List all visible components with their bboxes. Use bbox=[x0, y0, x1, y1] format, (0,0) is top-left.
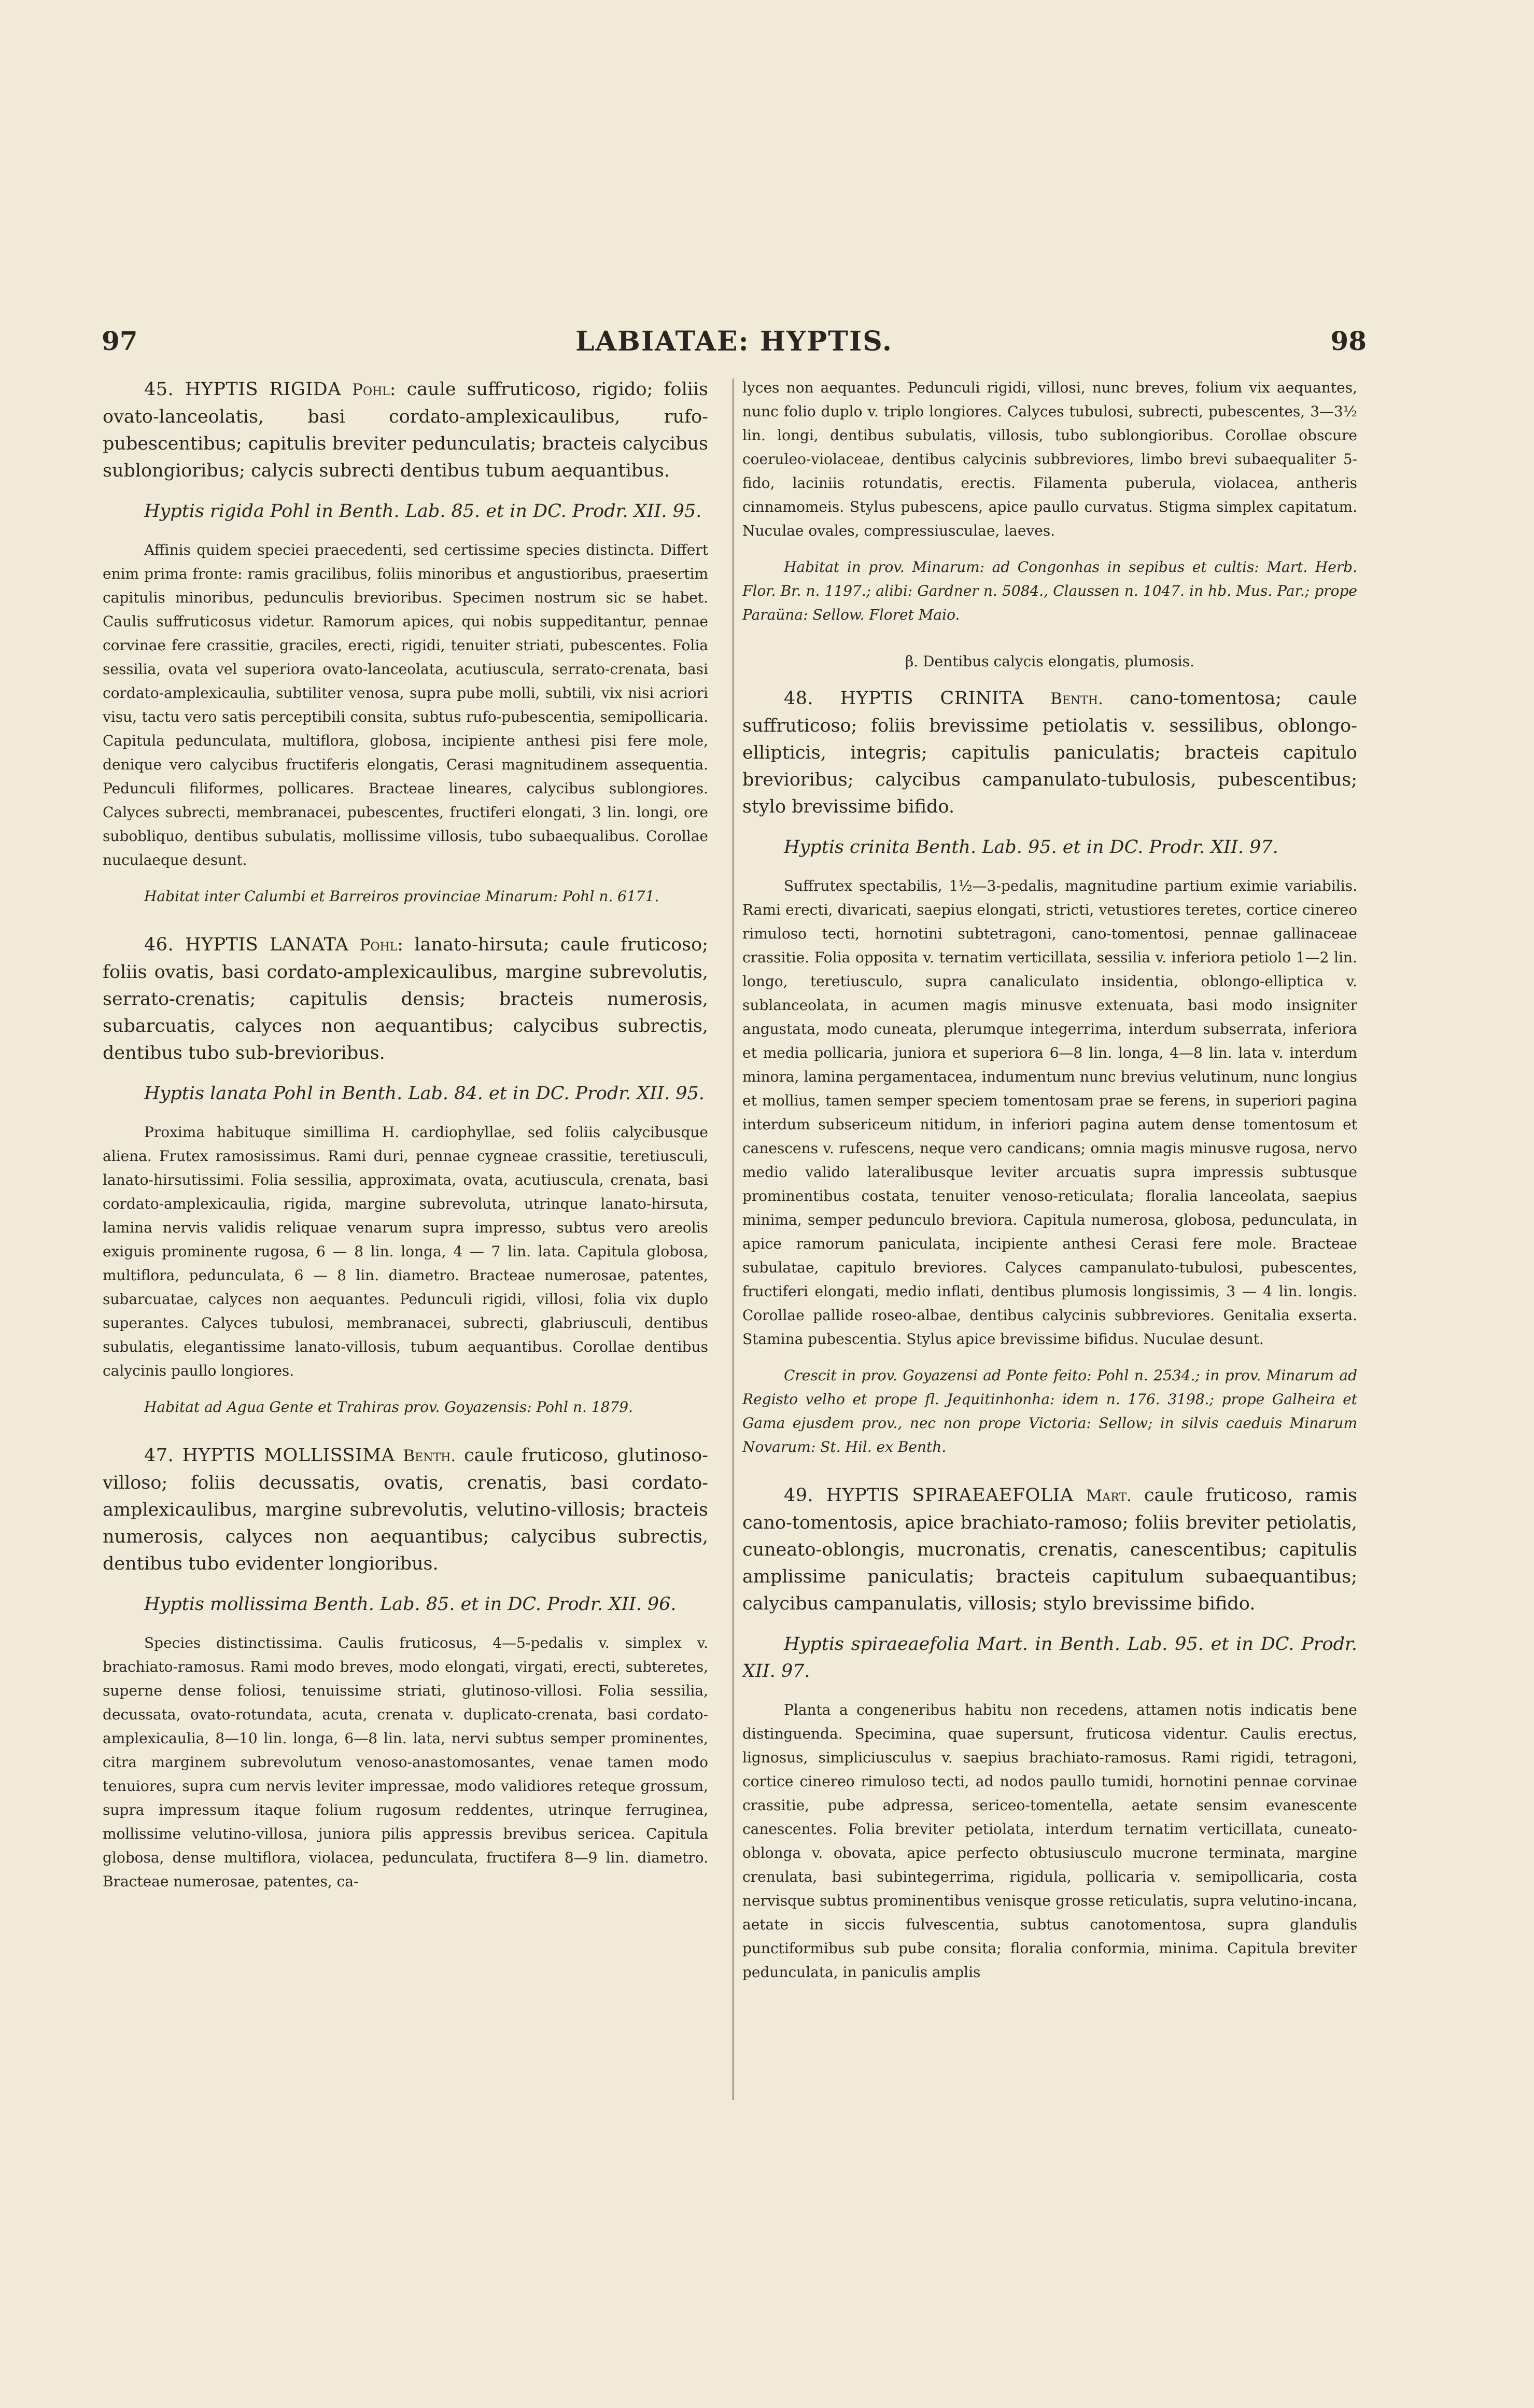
species-45-reference: Hyptis rigida Pohl in Benth. Lab. 85. et in DC. Prodr. XII. 95. bbox=[144, 501, 702, 522]
species-46-diagnosis-text: : lanato-hirsuta; caule fruticoso; foliis ovatis, basi cordato-amplexicaulibus, margine subrevolutis, serrato-crenatis; capitulis densis; bracteis numerosis, subarcuatis, calyces non aequantibus; calycibus subrectis, dentibus tubo sub-brevioribus. bbox=[103, 934, 708, 1063]
species-45-name: 45. HYPTIS RIGIDA bbox=[144, 379, 341, 400]
right-column bbox=[742, 376, 1357, 2108]
species-47-habitat: Habitat in prov. Minarum: ad Congonhas in sepibus et cultis: Mart. Herb. Flor. Br. n. 1197.; alibi: Gardner n. 5084., Claussen n. 1047. in hb. Mus. Par.; prope Paraüna: Sellow. Floret Maio. bbox=[742, 558, 1357, 623]
species-46-reference: Hyptis lanata Pohl in Benth. Lab. 84. et in DC. Prodr. XII. 95. bbox=[144, 1083, 705, 1104]
species-46-diagnosis bbox=[103, 931, 708, 1067]
species-49-author: Mart. bbox=[1086, 1487, 1132, 1505]
species-48-author: Benth. bbox=[1050, 690, 1103, 708]
species-46-description: Proxima habituque simillima H. cardiophyllae, sed foliis calycibusque aliena. Frutex ramosissimus. Rami duri, pennae cygneae crassitie, teretiusculi, lanato-hirsutissimi. Folia sessilia, approximata, ovata, acutiuscula, crenata, basi cordato-amplexicaulia, rigida, margine subrevoluta, utrinque lanato-hirsuta, lamina nervis validis reliquae venarum supra impresso, subtus vero areolis exiguis prominente rugosa, 6 — 8 lin. longa, 4 — 7 lin. lata. Capitula globosa, multiflora, pedunculata, 6 — 8 lin. diametro. Bracteae numerosae, patentes, subarcuatae, calyces non aequantes. Pedunculi rigidi, villosi, folia vix duplo superantes. Calyces tubulosi, membranacei, subrecti, glabriusculi, dentibus subulatis, elegantissime lanato-villosis, tubum aequantibus. Corollae dentibus calycinis paullo longiores. bbox=[103, 1124, 708, 1379]
left-column bbox=[103, 376, 708, 2108]
species-48-diagnosis-text: cano-tomentosa; caule suffruticoso; foliis brevissime petiolatis v. sessilibus, oblongo-ellipticis, integris; capitulis paniculatis; bracteis capitulo brevioribus; calycibus campanulato-tubulosis, pubescentibus; stylo brevissime bifido. bbox=[742, 688, 1357, 817]
species-49-diagnosis-text: caule fruticoso, ramis cano-tomentosis, apice brachiato-ramoso; foliis breviter petiolatis, cuneato-oblongis, mucronatis, crenatis, canescentibus; capitulis amplissime paniculatis; bracteis capitulum subaequantibus; calycibus campanulatis, villosis; stylo brevissime bifido. bbox=[742, 1485, 1357, 1614]
species-47-diagnosis bbox=[103, 1442, 708, 1577]
species-49-name: 49. HYPTIS SPIRAEAEFOLIA bbox=[784, 1485, 1074, 1506]
running-title: LABIATAE: HYPTIS. bbox=[575, 326, 893, 357]
page-number-right: 98 bbox=[1330, 326, 1367, 356]
species-48-diagnosis bbox=[742, 685, 1357, 820]
species-46-habitat: Habitat ad Agua Gente et Trahiras prov. Goyazensis: Pohl n. 1879. bbox=[144, 1398, 633, 1416]
species-48-name: 48. HYPTIS CRINITA bbox=[784, 688, 1024, 709]
species-46-author: Pohl bbox=[359, 936, 398, 955]
species-49-reference: Hyptis spiraeaefolia Mart. in Benth. Lab. 95. et in DC. Prodr. XII. 97. bbox=[742, 1634, 1357, 1682]
species-45-habitat: Habitat inter Calumbi et Barreiros provinciae Minarum: Pohl n. 6171. bbox=[144, 888, 659, 905]
species-49-diagnosis bbox=[742, 1482, 1357, 1617]
species-48-description: Suffrutex spectabilis, 1½—3-pedalis, magnitudine partium eximie variabilis. Rami erecti, divaricati, saepius elongati, stricti, vetustiores teretes, cortice cinereo rimuloso tecti, hornotini subtetragoni, cano-tomentosi, pennae gallinaceae crassitie. Folia opposita v. ternatim verticillata, sessilia v. inferiora petiolo 1—2 lin. longo, teretiusculo, supra canaliculato insidentia, oblongo-elliptica v. sublanceolata, in acumen magis minusve extenuata, basi modo insigniter angustata, modo cuneata, plerumque integerrima, interdum subserrata, inferiora et media pollicaria, juniora et superiora 6—8 lin. longa, 4—8 lin. lata v. interdum minora, lamina pergamentacea, indumentum nunc brevius velutinum, nunc longius et mollius, tamen semper speciem tomentosam prae se ferens, in superiori pagina interdum subsericeum nitidum, in inferiori pagina autem dense tomentosum et canescens v. rufescens, neque vero candicans; omnia magis minusve rugosa, nervo medio valido lateralibusque leviter arcuatis supra impressis subtusque prominentibus costata, tenuiter venoso-reticulata; floralia lanceolata, saepius minima, semper pedunculo breviora. Capitula numerosa, globosa, pedunculata, in apice ramorum paniculata, incipiente anthesi Cerasi fere mole. Bracteae subulatae, capitulo breviores. Calyces campanulato-tubulosi, pubescentes, fructiferi elongati, medio inflati, dentibus plumosis longissimis, 3 — 4 lin. longis. Corollae pallide roseo-albae, dentibus calycinis subbreviores. Genitalia exserta. Stamina pubescentia. Stylus apice brevissime bifidus. Nuculae desunt. bbox=[742, 877, 1357, 1348]
species-47-name: 47. HYPTIS MOLLISSIMA bbox=[144, 1445, 395, 1466]
species-46-name: 46. HYPTIS LANATA bbox=[144, 934, 349, 955]
page-number-left: 97 bbox=[102, 326, 138, 356]
species-45-diagnosis-text: : caule suffruticoso, rigido; foliis ovato-lanceolatis, basi cordato-amplexicaulibus, rufo-pubescentibus; capitulis breviter pedunculatis; bracteis calycibus sublongioribus; calycis subrecti dentibus tubum aequantibus. bbox=[103, 379, 708, 481]
species-45-description: Affinis quidem speciei praecedenti, sed certissime species distincta. Differt enim prima fronte: ramis gracilibus, foliis minoribus et angustioribus, praesertim capitulis minoribus, pedunculis brevioribus. Specimen nostrum sic se habet. Caulis suffruticosus videtur. Ramorum apices, qui nobis suppeditantur, pennae corvinae fere crassitie, graciles, erecti, rigidi, tenuiter striati, pubescentes. Folia sessilia, ovata vel superiora ovato-lanceolata, acutiuscula, serrato-crenata, basi cordato-amplexicaulia, subtiliter venosa, supra pube molli, subtili, vix nisi acriori visu, tactu vero satis perceptibili consita, subtus rufo-pubescentia, semipollicaria. Capitula pedunculata, multiflora, globosa, incipiente anthesi pisi fere mole, denique vero calycibus fructiferis elongatis, Cerasi magnitudinem assequentia. Pedunculi filiformes, pollicares. Bracteae lineares, calycibus sublongiores. Calyces subrecti, membranacei, pubescentes, fructiferi elongati, 3 lin. longi, ore subobliquo, dentibus subulatis, mollissime villosis, tubo subaequalibus. Corollae nuculaeque desunt. bbox=[103, 541, 708, 869]
species-48-reference: Hyptis crinita Benth. Lab. 95. et in DC. Prodr. XII. 97. bbox=[784, 837, 1278, 858]
species-47-reference: Hyptis mollissima Benth. Lab. 85. et in DC. Prodr. XII. 96. bbox=[144, 1594, 677, 1615]
species-47-author: Benth. bbox=[403, 1447, 456, 1465]
species-49-description: Planta a congeneribus habitu non recedens, attamen notis indicatis bene distinguenda. Specimina, quae supersunt, fruticosa videntur. Caulis erectus, lignosus, simpliciusculus v. saepius brachiato-ramosus. Rami rigidi, tetragoni, cortice cinereo rimuloso tecti, ad nodos paullo tumidi, hornotini pennae corvinae crassitie, pube adpressa, sericeo-tomentella, aetate sensim evanescente canescentes. Folia breviter petiolata, interdum ternatim verticillata, cuneato-oblonga v. obovata, apice perfecto obtusiusculo mucrone terminata, margine crenulata, basi subintegerrima, rigidula, pollicaria v. semipollicaria, costa nervisque subtus prominentibus venisque grosse reticulatis, supra velutino-incana, aetate in siccis fulvescentia, subtus canotomentosa, supra glandulis punctiformibus sub pube consita; floralia conformia, minima. Capitula breviter pedunculata, in paniculis amplis bbox=[742, 1701, 1357, 1981]
species-45-diagnosis bbox=[103, 376, 708, 484]
species-45-author: Pohl bbox=[352, 381, 390, 399]
species-47-description-continued: lyces non aequantes. Pedunculi rigidi, villosi, nunc breves, folium vix aequantes, nunc folio duplo v. triplo longiores. Calyces tubulosi, subrecti, pubescentes, 3—3½ lin. longi, dentibus subulatis, villosis, tubo sublongioribus. Corollae obscure coeruleo-violaceae, dentibus calycinis subbreviores, limbo brevi subaequaliter 5-fido, laciniis rotundatis, erectis. Filamenta puberula, violacea, antheris cinnamomeis. Stylus pubescens, apice paullo curvatus. Stigma simplex capitatum. Nuculae ovales, compressiusculae, laeves. bbox=[742, 379, 1357, 539]
column-divider bbox=[733, 379, 734, 2100]
species-47-description: Species distinctissima. Caulis fruticosus, 4—5-pedalis v. simplex v. brachiato-ramosus. Rami modo breves, modo elongati, virgati, erecti, subteretes, superne dense foliosi, tenuissime striati, glutinoso-villosi. Folia sessilia, decussata, ovato-rotundata, acuta, crenata v. duplicato-crenata, basi cordato-amplexicaulia, 8—10 lin. longa, 6—8 lin. lata, nervi subtus semper prominentes, citra marginem subrevolutum venoso-anastomosantes, venae tamen modo tenuiores, supra cum nervis leviter impressae, modo validiores reteque grossum, supra impressum itaque folium rugosum reddentes, utrinque ferruginea, mollissime velutino-villosa, juniora pilis appressis brevibus sericea. Capitula globosa, dense multiflora, violacea, pedunculata, fructifera 8—9 lin. diametro. Bracteae numerosae, patentes, ca- bbox=[103, 1634, 708, 1890]
species-47-variety-beta: β. Dentibus calycis elongatis, plumosis. bbox=[905, 653, 1194, 670]
species-47-diagnosis-text: caule fruticoso, glutinoso-villoso; foliis decussatis, ovatis, crenatis, basi cordato-amplexicaulibus, margine subrevolutis, velutino-villosis; bracteis numerosis, calyces non aequantibus; calycibus subrectis, dentibus tubo evidenter longioribus. bbox=[103, 1445, 708, 1574]
species-48-habitat: Crescit in prov. Goyazensi ad Ponte feito: Pohl n. 2534.; in prov. Minarum ad Registo velho et prope fl. Jequitinhonha: idem n. 176. 3198.; prope Galheira et Gama ejusdem prov., nec non prope Victoria: Sellow; in silvis caeduis Minarum Novarum: St. Hil. ex Benth. bbox=[742, 1367, 1357, 1455]
running-head bbox=[102, 326, 1367, 367]
